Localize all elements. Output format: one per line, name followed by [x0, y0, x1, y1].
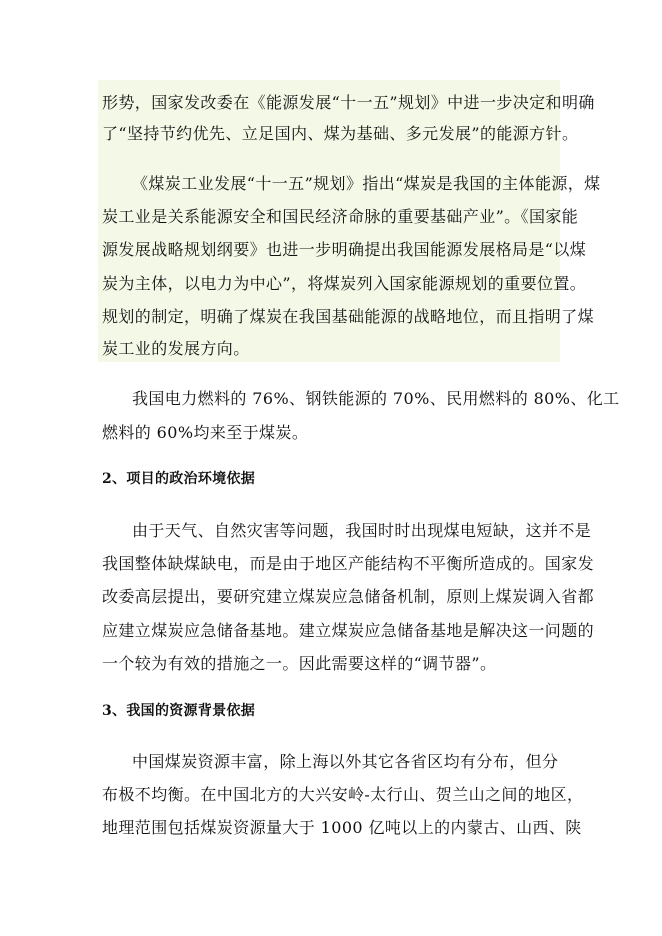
text-line: 了“坚持节约优先、立足国内、煤为基础、多元发展”的能源方针。	[102, 124, 579, 143]
section-heading: 3、我国的资源背景依据	[102, 703, 256, 719]
text-line: 炭工业的发展方向。	[102, 339, 250, 358]
text-line: 由于天气、自然灾害等问题，我国时时出现煤电短缺，这并不是	[132, 521, 592, 540]
text-line: 我国整体缺煤缺电，而是由于地区产能结构不平衡所造成的。国家发	[102, 554, 595, 573]
text-line: 我国电力燃料的 76%、钢铁能源的 70%、民用燃料的 80%、化工	[132, 389, 620, 408]
text-line: 《煤炭工业发展“十一五”规划》指出“煤炭是我国的主体能源，煤	[132, 174, 601, 193]
text-line: 应建立煤炭应急储备基地。建立煤炭应急储备基地是解决这一问题的	[102, 621, 595, 640]
text-line: 规划的制定，明确了煤炭在我国基础能源的战略地位，而且指明了煤	[102, 307, 595, 326]
text-line: 一个较为有效的措施之一。因此需要这样的“调节器”。	[102, 654, 497, 673]
highlighted-block	[98, 80, 601, 362]
text-line: 炭为主体，以电力为中心”，将煤炭列入国家能源规划的重要位置。	[102, 274, 587, 293]
text-line: 形势，国家发改委在《能源发展“十一五”规划》中进一步决定和明确	[102, 93, 595, 112]
text-line: 中国煤炭资源丰富，除上海以外其它各省区均有分布，但分	[132, 752, 559, 771]
text-line: 改委高层提出，要研究建立煤炭应急储备机制，原则上煤炭调入省都	[102, 587, 595, 606]
text-line: 源发展战略规划纲要》也进一步明确提出我国能源发展格局是“以煤	[102, 240, 587, 259]
text-line: 燃料的 60%均来至于煤炭。	[102, 423, 309, 442]
text-line: 布极不均衡。在中国北方的大兴安岭-太行山、贺兰山之间的地区，	[102, 785, 584, 804]
text-line: 地理范围包括煤炭资源量大于 1000 亿吨以上的内蒙古、山西、陕	[102, 818, 582, 837]
section-heading: 2、项目的政治环境依据	[102, 471, 256, 487]
text-line: 炭工业是关系能源安全和国民经济命脉的重要基础产业”。《国家能	[102, 207, 579, 226]
